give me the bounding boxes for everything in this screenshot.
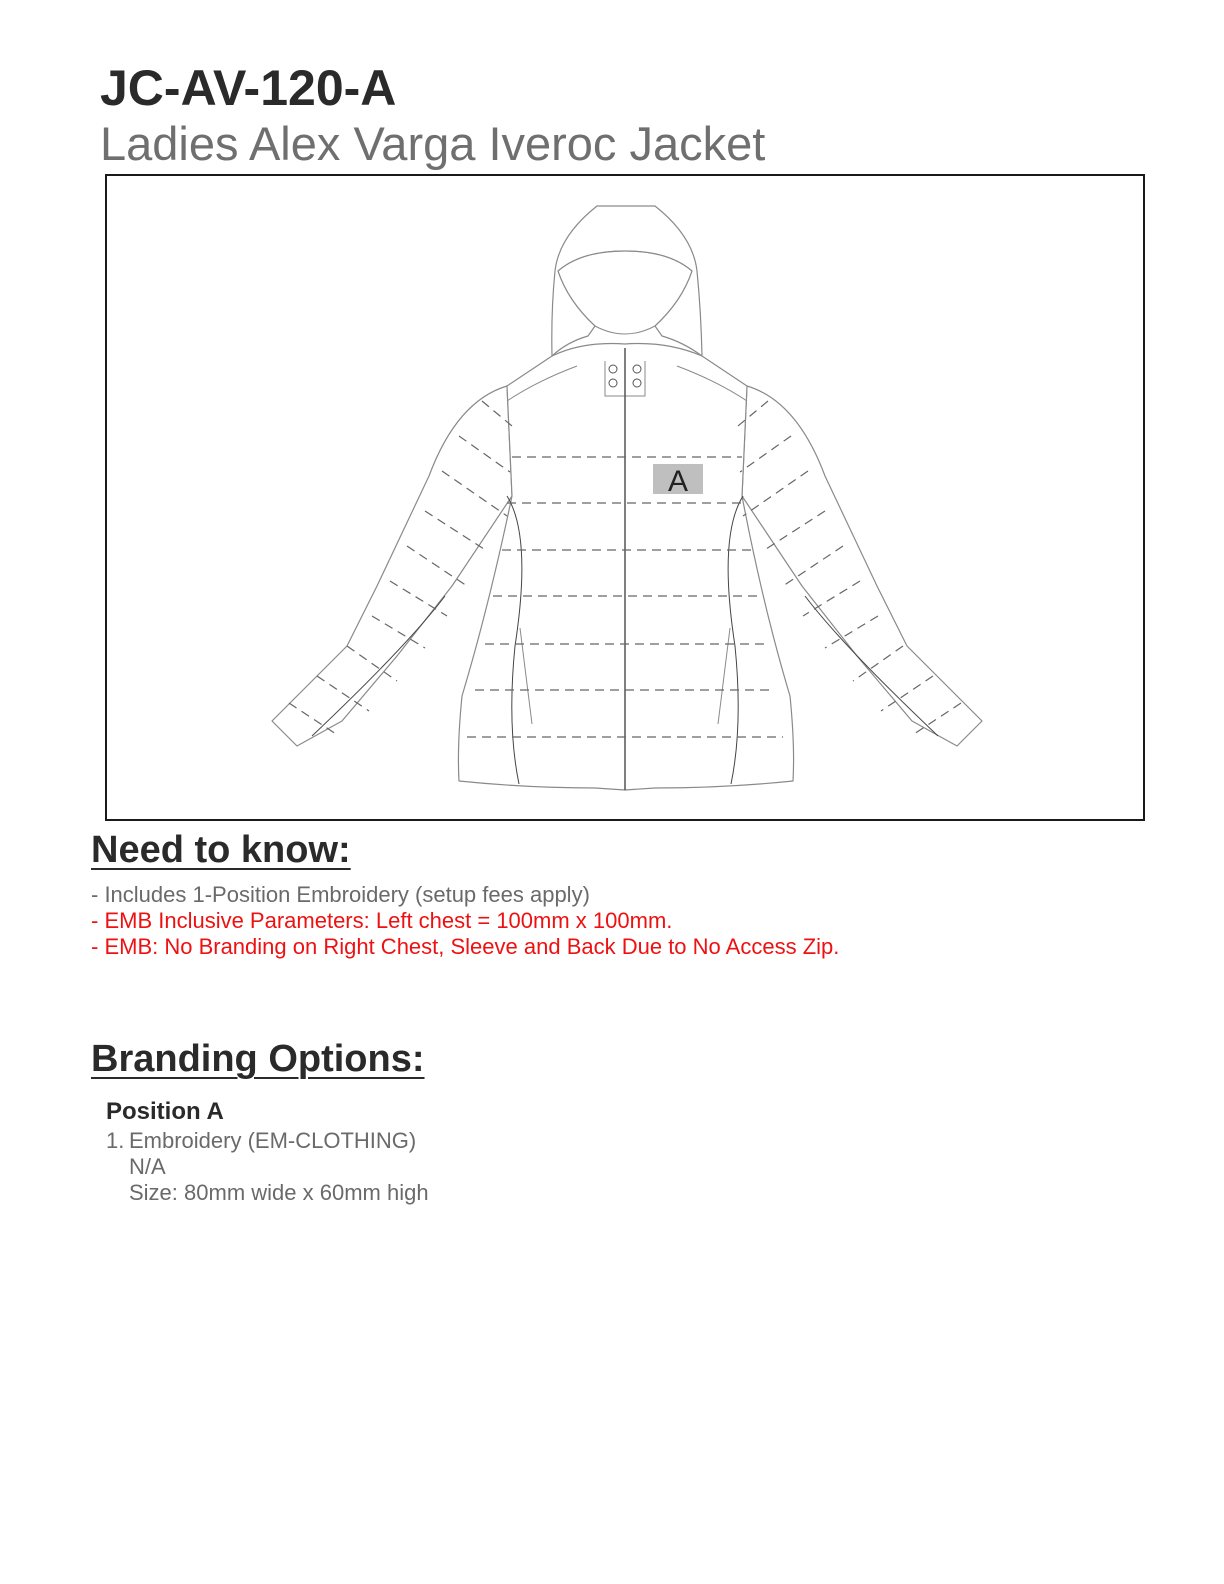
option-size-row xyxy=(106,1180,429,1206)
note-no-branding: - EMB: No Branding on Right Chest, Sleeve and Back Due to No Access Zip. xyxy=(91,934,840,959)
option-method: Embroidery (EM-CLOTHING) xyxy=(129,1128,417,1153)
jacket-body xyxy=(458,344,793,791)
product-code: JC-AV-120-A xyxy=(100,60,397,116)
option-detail-row xyxy=(106,1154,429,1180)
position-a-marker xyxy=(653,464,703,498)
position-a-label: A xyxy=(667,465,689,498)
jacket-drawing xyxy=(107,176,1143,819)
note-embroidery-included: - Includes 1-Position Embroidery (setup fees apply) xyxy=(91,882,590,907)
note-emb-parameters: - EMB Inclusive Parameters: Left chest = 100mm x 100mm. xyxy=(91,908,673,933)
option-size: Size: 80mm wide x 60mm high xyxy=(129,1180,429,1205)
position-a-title: Position A xyxy=(106,1098,224,1125)
option-row xyxy=(106,1128,429,1154)
option-number: 1. xyxy=(106,1128,125,1153)
product-name: Ladies Alex Varga Iveroc Jacket xyxy=(100,117,766,170)
branding-options-heading: Branding Options: xyxy=(91,1038,425,1080)
need-to-know-heading: Need to know: xyxy=(91,829,351,871)
garment-illustration-frame xyxy=(105,174,1145,821)
option-detail: N/A xyxy=(129,1154,166,1179)
need-to-know-notes xyxy=(91,882,839,960)
position-a-options xyxy=(106,1128,429,1206)
